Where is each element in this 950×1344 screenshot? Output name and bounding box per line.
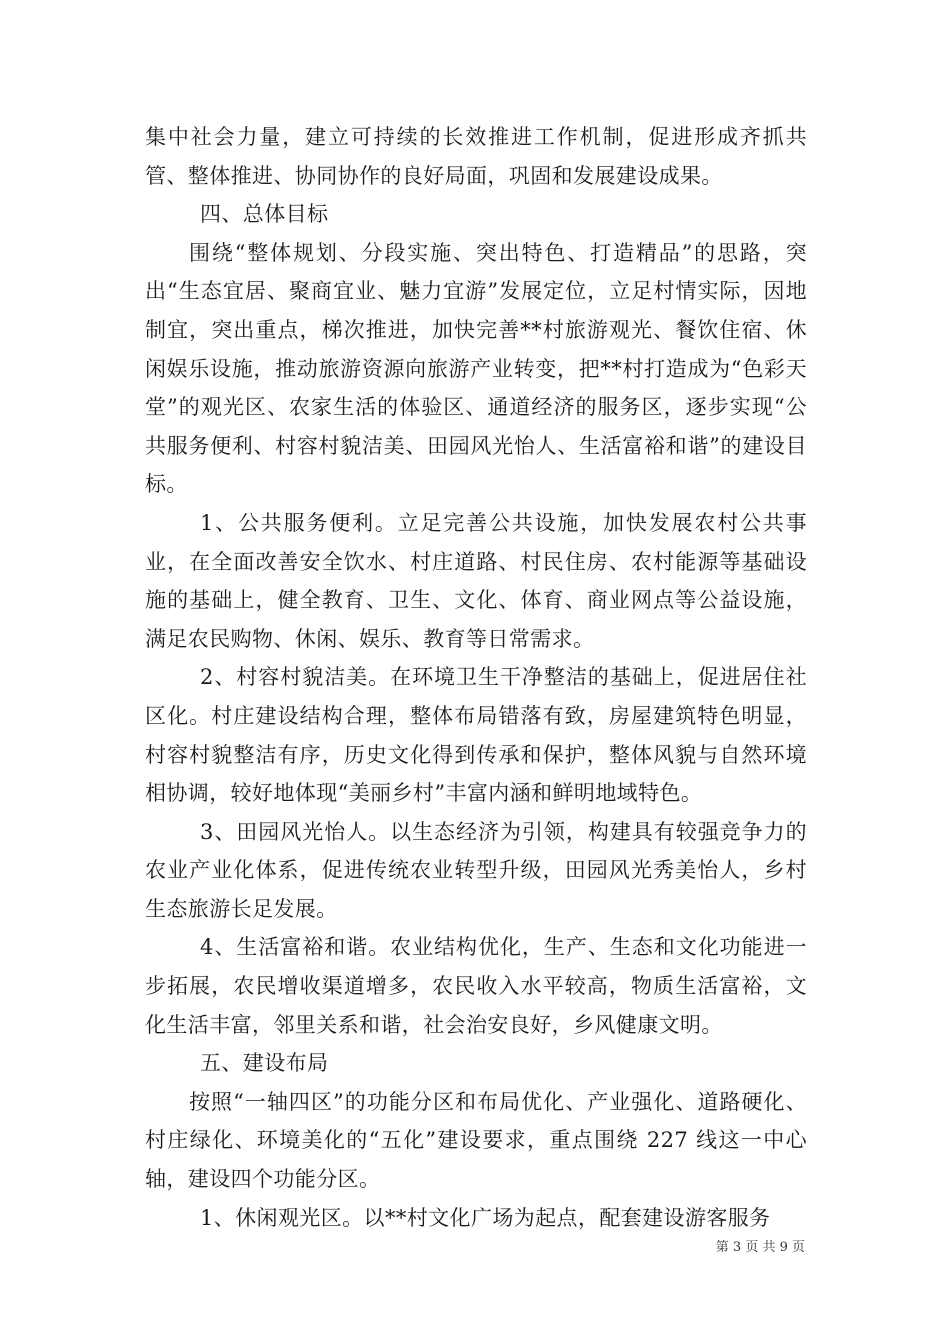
paragraph-village-appearance: 2、村容村貌洁美。在环境卫生干净整洁的基础上，促进居住社区化。村庄建设结构合理，整体布局错落有致，房屋建筑特色明显，村容村貌整洁有序，历史文化得到传承和保护，整体风貌与自然环境相协调，较好地体现“美丽乡村”丰富内涵和鲜明地域特色。 <box>145 665 807 806</box>
paragraph-overall-goals: 围绕“整体规划、分段实施、突出特色、打造精品”的思路，突出“生态宜居、聚商宜业、魅力宜游”发展定位，立足村情实际，因地制宜，突出重点，梯次推进，加快完善**村旅游观光、餐饮住宿、休闲娱乐设施，推动旅游资源向旅游产业转变，把**村打造成为“色彩天堂”的观光区、农家生活的体验区、通道经济的服务区，逐步实现“公共服务便利、村容村貌洁美、田园风光怡人、生活富裕和谐”的建设目标。 <box>145 240 807 497</box>
paragraph-prosperous-life: 4、生活富裕和谐。农业结构优化，生产、生态和文化功能进一步拓展，农民增收渠道增多，农民收入水平较高，物质生活富裕，文化生活丰富，邻里关系和谐，社会治安良好，乡风健康文明。 <box>145 935 807 1037</box>
paragraph-construction-layout: 按照“一轴四区”的功能分区和布局优化、产业强化、道路硬化、村庄绿化、环境美化的“五化”建设要求，重点围绕 227 线这一中心轴，建设四个功能分区。 <box>145 1089 807 1192</box>
document-body <box>145 118 807 1237</box>
section-heading-overall-goals: 四、总体目标 <box>200 202 329 227</box>
section-heading-construction-layout: 五、建设布局 <box>200 1051 329 1076</box>
paragraph-continuation: 集中社会力量，建立可持续的长效推进工作机制，促进形成齐抓共管、整体推进、协同协作的良好局面，巩固和发展建设成果。 <box>145 125 807 188</box>
paragraph-public-services: 1、公共服务便利。立足完善公共设施，加快发展农村公共事业，在全面改善安全饮水、村庄道路、村民住房、农村能源等基础设施的基础上，健全教育、卫生、文化、体育、商业网点等公益设施，满足农民购物、休闲、娱乐、教育等日常需求。 <box>145 510 807 651</box>
paragraph-rural-scenery: 3、田园风光怡人。以生态经济为引领，构建具有较强竞争力的农业产业化体系，促进传统农业转型升级，田园风光秀美怡人，乡村生态旅游长足发展。 <box>145 819 807 921</box>
paragraph-leisure-sightseeing-zone: 1、休闲观光区。以**村文化广场为起点，配套建设游客服务 <box>200 1205 771 1230</box>
page-number: 第 3 页 共 9 页 <box>715 1240 805 1255</box>
